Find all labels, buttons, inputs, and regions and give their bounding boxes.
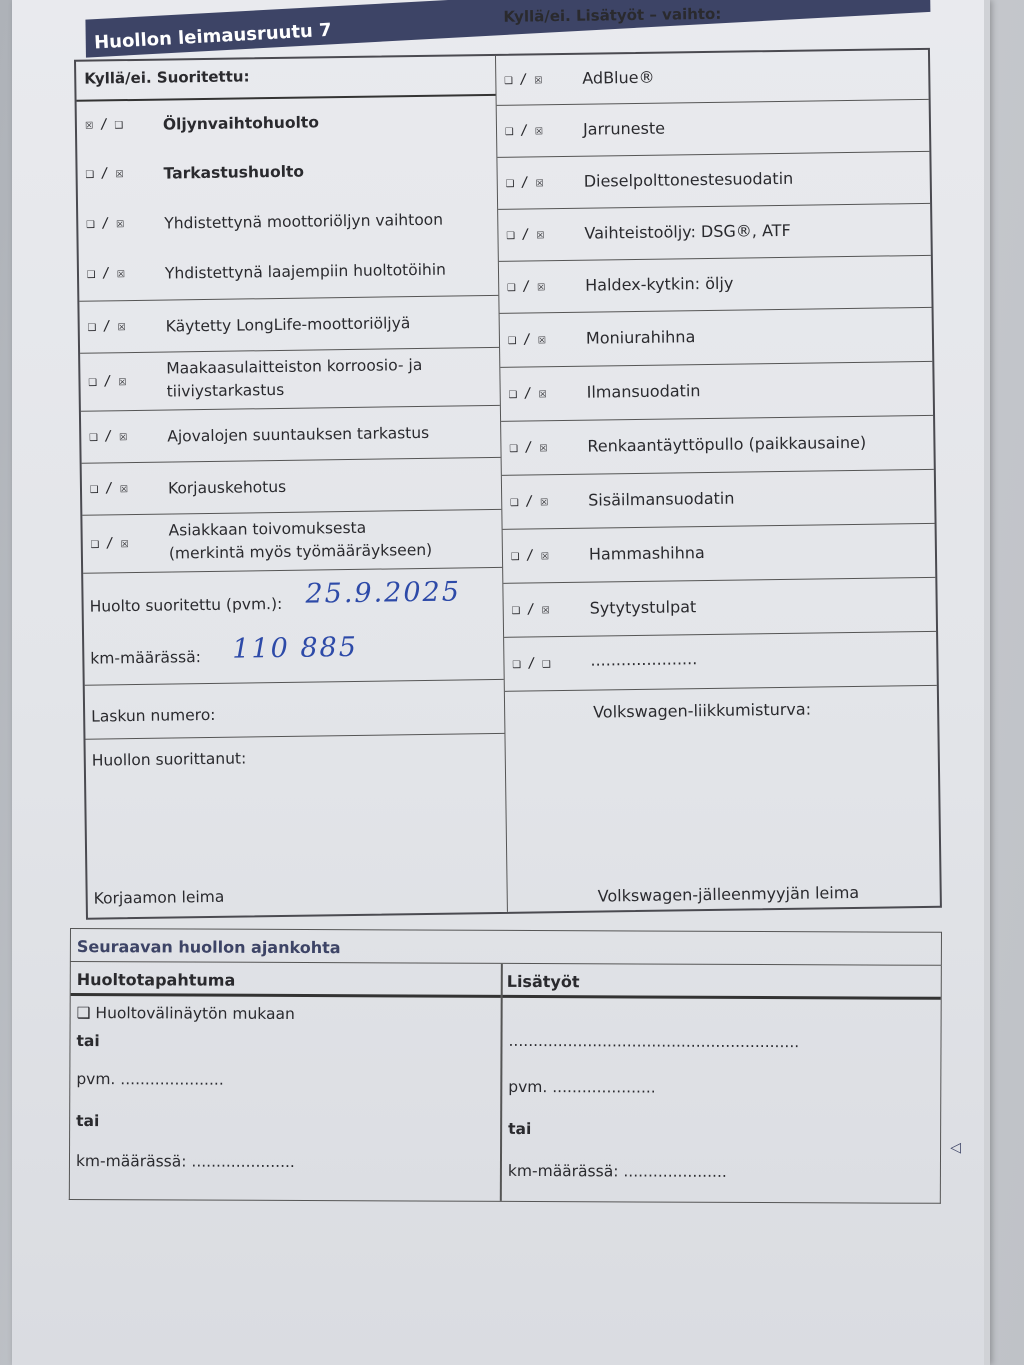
checkbox-yes-no[interactable]: ❑ / ☒ bbox=[504, 122, 543, 139]
km-field-left[interactable]: km-määrässä: ..................... bbox=[75, 1152, 295, 1171]
checkbox-yes-no[interactable]: ❑ / ☒ bbox=[508, 385, 546, 402]
item-label: Öljynvaihtohuolto bbox=[162, 113, 320, 134]
left-header: Kyllä/ei. Suoritettu: bbox=[84, 67, 250, 88]
checkbox-yes-no[interactable]: ❑ / ☒ bbox=[89, 480, 128, 497]
item-label: Sytytystulpat bbox=[589, 597, 697, 618]
list-item[interactable] bbox=[82, 458, 502, 516]
item-label: Vaihteistoöljy: DSG®, ATF bbox=[584, 220, 791, 243]
checkbox-yes-no[interactable]: ❑ / ☒ bbox=[86, 265, 125, 282]
triangle-marker-icon: ◁ bbox=[950, 1139, 962, 1156]
list-item[interactable] bbox=[501, 416, 934, 476]
dealer-stamp-label: Volkswagen-jälleenmyyjän leima bbox=[597, 882, 860, 906]
checkbox-yes-no[interactable]: ❑ / ☒ bbox=[511, 601, 549, 618]
mobility-block bbox=[505, 686, 940, 916]
checkbox-yes-no[interactable]: ❑ / ☒ bbox=[510, 547, 549, 564]
next-service-title: Seuraavan huollon ajankohta bbox=[76, 937, 341, 958]
list-item[interactable] bbox=[79, 296, 499, 354]
right-column bbox=[496, 4, 940, 912]
performed-by-block bbox=[85, 734, 507, 922]
item-label: Korjauskehotus bbox=[167, 477, 287, 498]
right-header: Kyllä/ei. Lisätyöt – vaihto: bbox=[503, 4, 722, 26]
checkbox-yes-no[interactable]: ❑ / ☒ bbox=[505, 174, 544, 191]
service-stamp-form bbox=[60, 4, 942, 920]
list-item[interactable] bbox=[497, 100, 930, 158]
checkbox-yes-no[interactable]: ❑ / ☒ bbox=[510, 493, 548, 510]
page-edge bbox=[984, 0, 990, 1365]
left-column bbox=[76, 56, 508, 918]
checkbox-yes-no[interactable]: ❑ / ☒ bbox=[509, 439, 547, 456]
list-item[interactable] bbox=[78, 194, 498, 250]
checkbox-yes-no[interactable]: ❑ / ☒ bbox=[90, 535, 129, 552]
or-text: tai bbox=[76, 1032, 100, 1051]
list-item[interactable] bbox=[496, 50, 929, 106]
item-label: Yhdistettynä moottoriöljyn vaihtoon bbox=[164, 210, 444, 233]
column-header bbox=[501, 964, 941, 1000]
service-date-label: Huolto suoritettu (pvm.): bbox=[89, 594, 283, 616]
col-service-event: Huoltotapahtuma bbox=[76, 970, 236, 990]
next-service-title-row bbox=[70, 928, 942, 966]
checkbox-empty[interactable]: ❑ / ❑ bbox=[512, 655, 550, 672]
list-item[interactable] bbox=[500, 308, 933, 368]
item-label: Asiakkaan toivomuksesta bbox=[168, 518, 367, 540]
list-item[interactable] bbox=[504, 632, 937, 692]
checkbox-yes-no[interactable]: ❑ / ☒ bbox=[506, 226, 544, 243]
performed-by-label: Huollon suorittanut: bbox=[91, 749, 247, 770]
item-label: Dieselpolttonestesuodatin bbox=[583, 168, 794, 191]
next-service-table bbox=[69, 962, 942, 1204]
list-item[interactable] bbox=[81, 406, 501, 464]
invoice-row bbox=[85, 680, 505, 740]
item-label-line2: tiiviystarkastus bbox=[166, 380, 285, 401]
checkbox-yes-no[interactable]: ❑ / ☒ bbox=[507, 278, 545, 295]
list-item[interactable] bbox=[497, 152, 930, 210]
date-field-right[interactable]: pvm. ..................... bbox=[508, 1077, 656, 1097]
item-label: Jarruneste bbox=[582, 118, 666, 139]
mobility-label: Volkswagen-liikkumisturva: bbox=[593, 699, 812, 722]
item-label-line2: (merkintä myös työmääräykseen) bbox=[168, 540, 433, 563]
list-item[interactable] bbox=[77, 96, 497, 150]
column-divider bbox=[500, 964, 503, 1201]
or-text: tai bbox=[508, 1119, 532, 1139]
indicator-option[interactable]: ❑ Huoltovälinäytön mukaan bbox=[76, 1004, 295, 1023]
item-label: Tarkastushuolto bbox=[163, 162, 305, 183]
work-field-right[interactable]: ........................................................... bbox=[508, 1031, 800, 1052]
service-date-block bbox=[83, 568, 504, 686]
checkbox-yes-no[interactable]: ❑ / ☒ bbox=[87, 318, 125, 335]
date-field-left[interactable]: pvm. ..................... bbox=[76, 1070, 224, 1089]
list-item[interactable] bbox=[499, 256, 932, 314]
km-value[interactable]: 110 885 bbox=[232, 631, 359, 665]
service-date-value[interactable]: 25.9.2025 bbox=[305, 576, 462, 610]
column-header bbox=[71, 962, 501, 998]
invoice-label: Laskun numero: bbox=[91, 705, 216, 726]
item-label: Hammashihna bbox=[588, 543, 705, 564]
item-label: Sisäilmansuodatin bbox=[588, 488, 735, 510]
checkbox-yes-no[interactable]: ☒ / ❑ bbox=[84, 116, 123, 133]
col-additional-work: Lisätyöt bbox=[506, 971, 580, 992]
checkbox-yes-no[interactable]: ❑ / ☒ bbox=[86, 215, 124, 232]
list-item[interactable] bbox=[82, 510, 502, 574]
list-item[interactable] bbox=[77, 144, 497, 200]
km-field-right[interactable]: km-määrässä: ..................... bbox=[507, 1161, 727, 1181]
km-label: km-määrässä: bbox=[90, 648, 201, 668]
checkbox-yes-no[interactable]: ❑ / ☒ bbox=[88, 373, 126, 390]
list-item[interactable] bbox=[503, 524, 936, 584]
item-label: Renkaantäyttöpullo (paikkausaine) bbox=[587, 432, 867, 456]
next-service-section bbox=[69, 928, 962, 1204]
item-label: Yhdistettynä laajempiin huoltotöihin bbox=[164, 260, 447, 283]
list-item[interactable] bbox=[498, 204, 931, 262]
checkbox-yes-no[interactable]: ❑ / ☒ bbox=[507, 331, 546, 348]
workshop-stamp-label: Korjaamon leima bbox=[93, 887, 225, 908]
item-label: Ilmansuodatin bbox=[586, 381, 701, 402]
item-label: Maakaasulaitteiston korroosio- ja bbox=[166, 355, 423, 378]
item-label-blank[interactable]: ..................... bbox=[590, 649, 698, 670]
list-item[interactable] bbox=[80, 348, 500, 412]
checkbox-yes-no[interactable]: ❑ / ☒ bbox=[85, 165, 123, 182]
list-item[interactable] bbox=[500, 362, 933, 422]
item-label: Ajovalojen suuntauksen tarkastus bbox=[167, 423, 430, 446]
item-label: Käytetty LongLife-moottoriöljyä bbox=[165, 314, 411, 336]
list-item[interactable] bbox=[502, 470, 935, 530]
list-item[interactable] bbox=[79, 244, 499, 302]
checkbox-yes-no[interactable]: ❑ / ☒ bbox=[89, 428, 127, 445]
form-title: Huollon leimausruutu 7 bbox=[93, 19, 333, 54]
item-label: AdBlue® bbox=[582, 67, 655, 88]
left-header-row bbox=[76, 56, 496, 102]
item-label: Haldex-kytkin: öljy bbox=[585, 273, 734, 295]
item-label: Moniurahihna bbox=[585, 327, 696, 348]
or-text: tai bbox=[76, 1112, 100, 1131]
list-item[interactable] bbox=[503, 578, 936, 638]
checkbox-yes-no[interactable]: ❑ / ☒ bbox=[504, 71, 542, 88]
